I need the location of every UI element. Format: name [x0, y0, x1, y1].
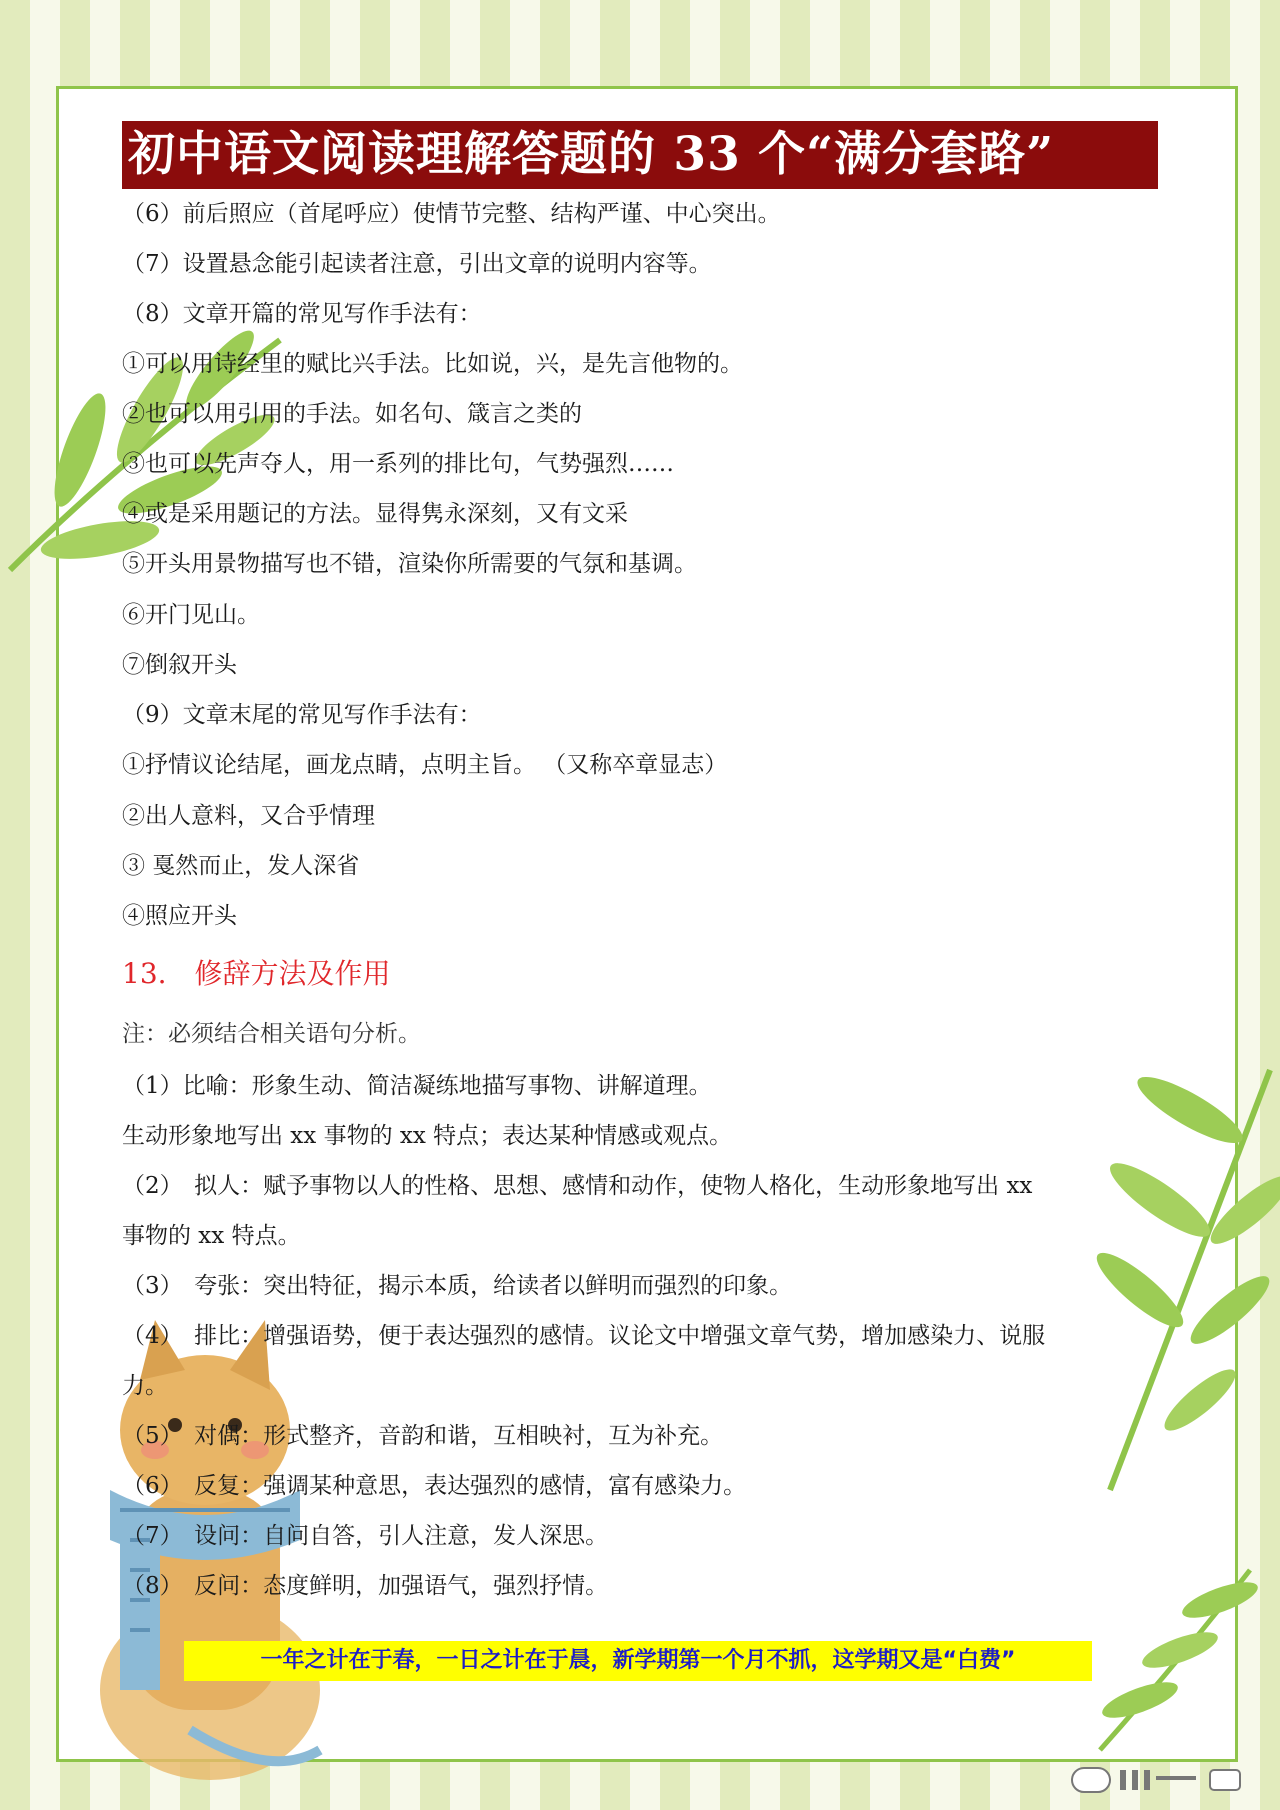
text-line: ④或是采用题记的方法。显得隽永深刻，又有文采: [122, 501, 628, 527]
watermark-logo-icon: [1070, 1762, 1250, 1796]
leaf-branch-left-decoration: [0, 300, 290, 590]
text-line: （6） 反复：强调某种意思，表达强烈的感情，富有感染力。: [122, 1473, 747, 1499]
section-heading: 13. 修辞方法及作用: [122, 957, 391, 990]
leaf-branch-right-decoration: [1080, 1050, 1280, 1510]
section-note: 注：必须结合相关语句分析。: [122, 1021, 421, 1047]
page-title: 初中语文阅读理解答题的 33 个“满分套路”: [122, 121, 1158, 189]
text-line: （8） 反问：态度鲜明，加强语气，强烈抒情。: [122, 1573, 609, 1599]
text-line: 力。: [122, 1373, 168, 1399]
motto-banner: 一年之计在于春，一日之计在于晨，新学期第一个月不抓，这学期又是“白费”: [184, 1641, 1092, 1681]
text-line: ④照应开头: [122, 903, 237, 929]
text-line: ①可以用诗经里的赋比兴手法。比如说，兴，是先言他物的。: [122, 351, 743, 377]
text-line: （8）文章开篇的常见写作手法有：: [122, 301, 482, 327]
text-line: ⑦倒叙开头: [122, 652, 237, 678]
text-line: ③ 戛然而止，发人深省: [122, 853, 360, 879]
text-line: （6）前后照应（首尾呼应）使情节完整、结构严谨、中心突出。: [122, 201, 781, 227]
text-line: （3） 夸张：突出特征，揭示本质，给读者以鲜明而强烈的印象。: [122, 1273, 793, 1299]
text-line: ①抒情议论结尾，画龙点睛，点明主旨。 （又称卒章显志）: [122, 752, 728, 778]
text-line: （1）比喻：形象生动、简洁凝练地描写事物、讲解道理。: [122, 1073, 712, 1099]
text-line: ③也可以先声夺人，用一系列的排比句，气势强烈……: [122, 451, 674, 477]
text-line: （4） 排比：增强语势，便于表达强烈的感情。议论文中增强文章气势，增加感染力、说服: [122, 1323, 1046, 1349]
text-line: ②也可以用引用的手法。如名句、箴言之类的: [122, 401, 582, 427]
text-line: （9）文章末尾的常见写作手法有：: [122, 702, 482, 728]
text-line: 生动形象地写出 xx 事物的 xx 特点；表达某种情感或观点。: [122, 1123, 733, 1149]
text-line: ⑥开门见山。: [122, 602, 260, 628]
text-line: （2） 拟人：赋予事物以人的性格、思想、感情和动作，使物人格化，生动形象地写出 xx: [122, 1173, 1033, 1199]
leaf-branch-bottom-right-decoration: [1070, 1560, 1260, 1760]
text-line: ②出人意料，又合乎情理: [122, 803, 375, 829]
text-line: （7） 设问：自问自答，引人注意，发人深思。: [122, 1523, 609, 1549]
text-line: ⑤开头用景物描写也不错，渲染你所需要的气氛和基调。: [122, 551, 697, 577]
text-line: （7）设置悬念能引起读者注意，引出文章的说明内容等。: [122, 251, 712, 277]
text-line: 事物的 xx 特点。: [122, 1223, 301, 1249]
text-line: （5） 对偶：形式整齐，音韵和谐，互相映衬，互为补充。: [122, 1423, 724, 1449]
